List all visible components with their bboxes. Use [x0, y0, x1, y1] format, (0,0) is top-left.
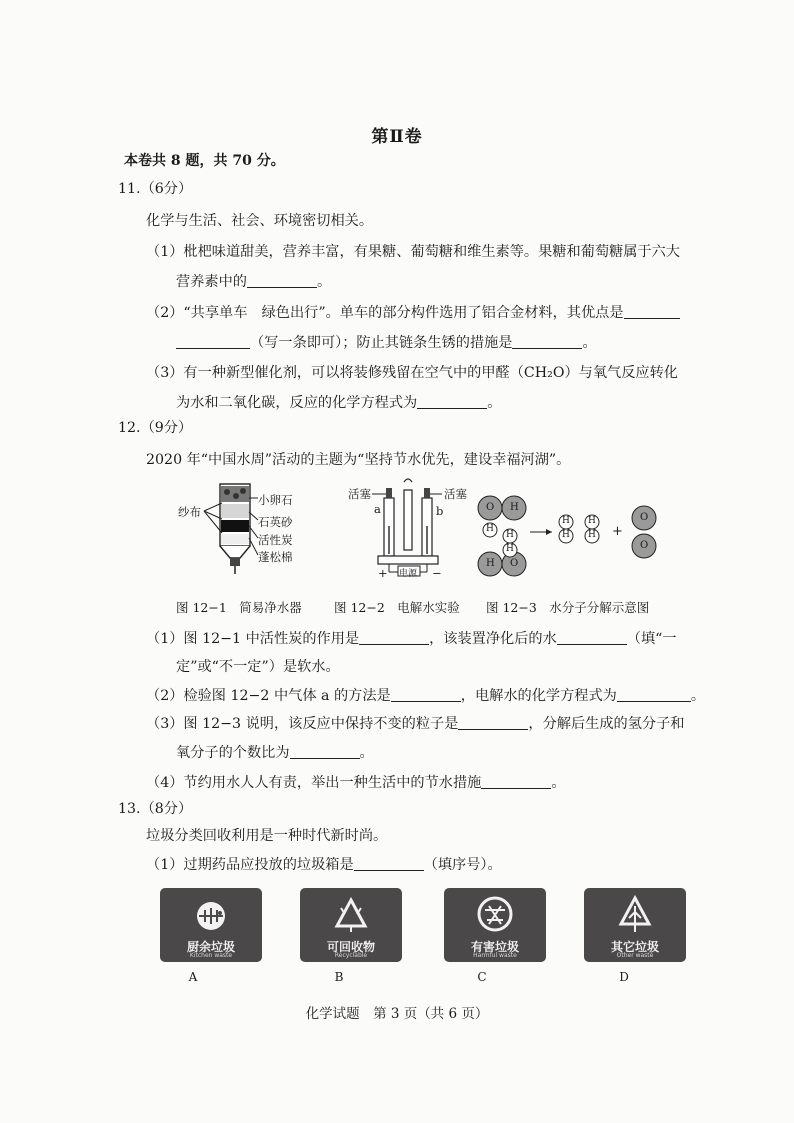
section-title: 第Ⅱ卷 [371, 127, 423, 147]
q12-stem: 2020 年“中国水周”活动的主题为“坚持节水优先，建设幸福河湖”。 [146, 452, 571, 468]
atom-o-3: O [640, 512, 649, 523]
harmful-icon [475, 894, 515, 934]
q13-number: 13.（8分） [118, 801, 193, 817]
q11-stem: 化学与生活、社会、环境密切相关。 [146, 213, 374, 229]
q12-answer-blank-2b[interactable] [617, 689, 691, 702]
label-gas-b: b [436, 504, 444, 518]
figure-12-2-electrolysis [348, 476, 478, 580]
atom-h-1: H [510, 502, 519, 513]
bin-c-label: 有害垃圾 [470, 940, 519, 954]
bin-d-english: Other waste [616, 952, 654, 959]
caption-12-3: 图 12−3 水分子分解示意图 [486, 600, 650, 615]
q11-answer-blank-2a[interactable] [624, 306, 680, 319]
q11-part1-line1: （1）枇杷味道甜美，营养丰富，有果糖、葡萄糖和维生素等。果糖和葡萄糖属于六大 [146, 244, 680, 260]
label-valve-left: 活塞 [348, 487, 371, 501]
caption-12-2: 图 12−2 电解水实验 [334, 600, 460, 615]
bin-b-english: Recyclable [334, 952, 368, 959]
q12-answer-blank-3a[interactable] [458, 717, 528, 730]
q13-answer-blank-1[interactable] [354, 858, 424, 871]
section-intro: 本卷共 8 题，共 70 分。 [124, 153, 285, 169]
atom-h-2: H [486, 524, 494, 534]
atom-h-7: H [562, 530, 570, 540]
option-c: C [477, 970, 487, 984]
recycle-icon [331, 894, 371, 934]
label-activated-carbon: 活性炭 [258, 533, 293, 547]
q11-part1-line2: 营养素中的 。 [176, 274, 332, 290]
atom-o-4: O [640, 540, 649, 551]
q11-part3-line1: （3）有一种新型催化剂，可以将装修残留在空气中的甲醛（CH₂O）与氧气反应转化 [146, 365, 678, 381]
q11-part3-line2: 为水和二氧化碳，反应的化学方程式为 。 [176, 395, 502, 411]
q11-answer-blank-2c[interactable] [512, 336, 582, 349]
label-quartz-sand: 石英砂 [258, 515, 293, 529]
bin-harmful-waste [444, 888, 546, 962]
label-gauze: 纱布 [178, 505, 201, 519]
bin-d-label: 其它垃圾 [610, 940, 659, 954]
fish-bone-icon [191, 894, 231, 934]
q11-number: 11.（6分） [118, 181, 193, 197]
plus-sign: + [612, 524, 623, 539]
q12-part1-line2: 定”或“不一定”）是软水。 [176, 659, 340, 675]
atom-o-2: O [510, 558, 519, 569]
q11-answer-blank-3[interactable] [417, 396, 487, 409]
atom-h-4: H [506, 544, 514, 554]
q12-number: 12.（9分） [118, 420, 193, 436]
label-gas-a: a [374, 502, 381, 516]
label-minus: − [432, 566, 442, 580]
caption-12-1: 图 12−1 简易净水器 [176, 600, 302, 615]
q12-part3-line1: （3）图 12−3 说明，该反应中保持不变的粒子是 ，分解后生成的氢分子和 [146, 716, 685, 732]
bin-a-label: 厨余垃圾 [186, 940, 235, 954]
label-power-supply: 电源 [399, 569, 418, 579]
label-plus: + [378, 566, 388, 580]
option-a: A [188, 970, 198, 984]
label-valve-right: 活塞 [444, 487, 467, 501]
q12-answer-blank-4[interactable] [481, 776, 551, 789]
q11-answer-blank-2b[interactable] [176, 336, 250, 349]
q12-part1-line1: （1）图 12−1 中活性炭的作用是 ，该装置净化后的水 （填“一 [146, 631, 677, 647]
atom-h-5: H [486, 558, 495, 569]
q11-part2-line2: （写一条即可）；防止其链条生锈的措施是 。 [176, 336, 597, 350]
option-d: D [619, 970, 629, 984]
atom-h-3: H [506, 530, 514, 540]
other-waste-icon [615, 894, 655, 934]
bin-a-english: Kitchen waste [189, 952, 233, 959]
q12-answer-blank-1a[interactable] [359, 632, 429, 645]
figure-12-3-molecules [474, 484, 674, 580]
bin-recyclable [300, 888, 402, 962]
label-pebble: 小卵石 [258, 493, 293, 507]
option-b: B [334, 970, 344, 984]
q11-part1-text: 营养素中的 [176, 274, 247, 290]
bin-kitchen-waste [160, 888, 262, 962]
label-cotton: 蓬松棉 [258, 550, 293, 564]
molecule-diagram [474, 484, 674, 580]
atom-h-9: H [588, 530, 596, 540]
q12-part2-line1: （2）检验图 12−2 中气体 a 的方法是 ，电解水的化学方程式为 。 [146, 688, 706, 704]
figure-12-1-purifier [172, 478, 312, 578]
q11-answer-blank-1[interactable] [247, 275, 317, 288]
atom-h-8: H [588, 516, 596, 526]
bin-other-waste [584, 888, 686, 962]
q12-part4-line1: （4）节约用水人人有责，举出一种生活中的节水措施 。 [146, 775, 566, 791]
atom-h-6: H [562, 516, 570, 526]
q12-answer-blank-3b[interactable] [290, 746, 360, 759]
bin-c-english: Harmful waste [473, 952, 517, 959]
bin-b-label: 可回收物 [326, 940, 375, 954]
q13-stem: 垃圾分类回收利用是一种时代新时尚。 [146, 828, 388, 844]
atom-o-1: O [486, 502, 495, 513]
page-footer: 化学试题 第 3 页（共 6 页） [305, 1006, 489, 1022]
q11-part2-line1: （2）“共享单车 绿色出行”。单车的部分构件选用了铝合金材料，其优点是 [146, 306, 680, 320]
q13-part1-line1: （1）过期药品应投放的垃圾箱是 （填序号）。 [146, 857, 502, 873]
q12-answer-blank-2a[interactable] [391, 689, 461, 702]
q12-part3-line2: 氧分子的个数比为 。 [176, 745, 374, 761]
q12-answer-blank-1b[interactable] [557, 632, 627, 645]
